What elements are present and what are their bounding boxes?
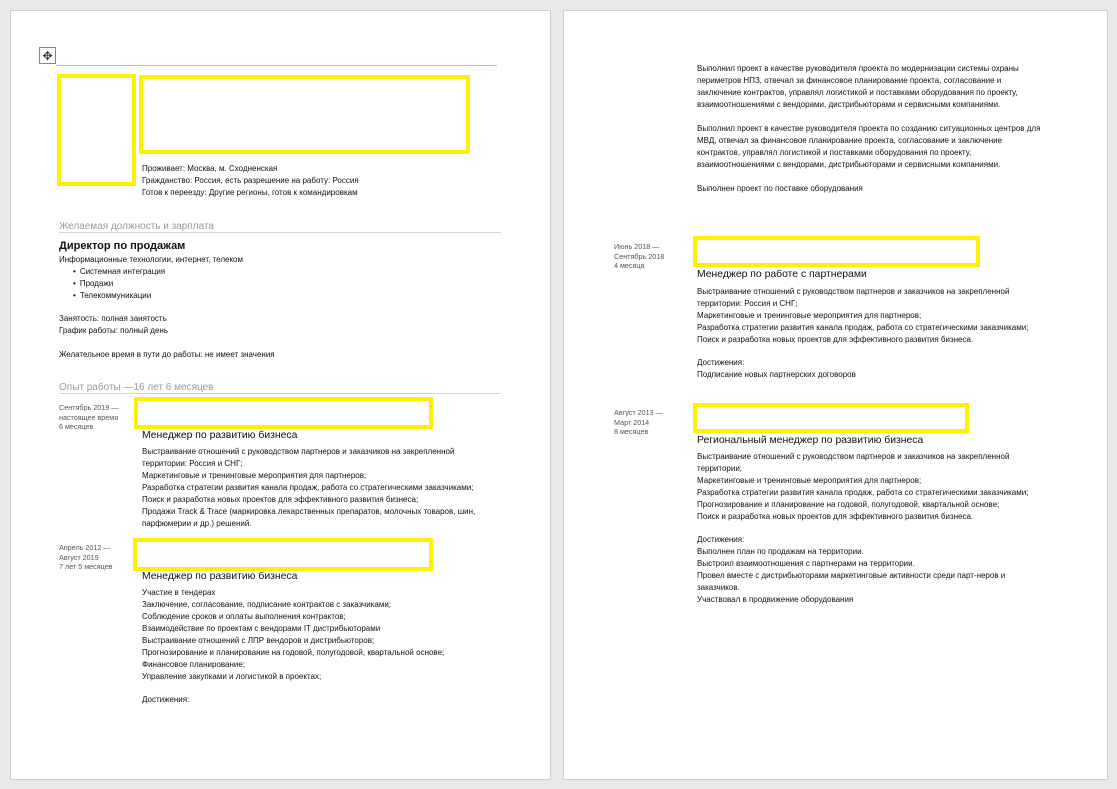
job1-line: Продажи Track & Trace (маркировка лекарственных препаратов, молочных товаров, шин, — [142, 507, 476, 516]
personal-residence: Проживает: Москва, м. Сходненская — [142, 164, 278, 173]
project-line: Выполнил проект в качестве руководителя проекта по созданию ситуационных центров для — [697, 124, 1041, 133]
job4-title: Региональный менеджер по развитию бизнеса — [697, 435, 924, 446]
commute-time: Желательное время в пути до работы: не имеет значения — [59, 350, 275, 359]
job2-line: Финансовое планирование; — [142, 660, 246, 669]
job1-duration: 6 месяцев — [59, 422, 94, 431]
job2-dates — [59, 543, 113, 572]
job2-company-redaction — [133, 538, 433, 571]
job2-line: Прогнозирование и планирование на годовой, полугодовой, квартальной основе; — [142, 648, 445, 657]
project-line: периметров НПЗ, отвечал за финансовое планирование проекта, согласование и — [697, 76, 1002, 85]
work-schedule: График работы: полный день — [59, 326, 169, 335]
job1-line: Выстраивание отношений с руководством партнеров и заказчиков на закрепленной — [142, 447, 455, 456]
desired-position-title: Директор по продажам — [59, 240, 186, 252]
job2-duration: 7 лет 5 месяцев — [59, 562, 113, 571]
project-line: взаимоотношениями с вендорами, дистрибьюторами и сервисными компаниями. — [697, 160, 1001, 169]
job3-achievements — [697, 357, 856, 381]
specialization-item: • Телекоммуникации — [73, 290, 165, 302]
job4-line: Поиск и разработка новых проектов для эффективного развития бизнеса. — [697, 512, 974, 521]
job4-line: территории; — [697, 464, 743, 473]
job4-achievement: Участвовал в продвижение оборудования — [697, 595, 854, 604]
job3-achievements-label: Достижения: — [697, 358, 745, 367]
job4-duration: 8 месяцев — [614, 427, 649, 436]
job4-date-end: Март 2014 — [614, 417, 650, 427]
project-paragraph-2 — [697, 123, 1040, 171]
job3-achievement: Подписание новых партнерских договоров — [697, 370, 856, 379]
personal-citizenship: Гражданство: Россия, есть разрешение на работу: Россия — [142, 176, 359, 185]
job3-description — [697, 286, 1028, 346]
job1-line: Маркетинговые и тренинговые мероприятия для партнеров; — [142, 471, 367, 480]
experience-section-rule — [59, 393, 501, 394]
employment-type: Занятость: полная занятость — [59, 314, 167, 323]
job4-line: Маркетинговые и тренинговые мероприятия для партнеров; — [697, 476, 922, 485]
job3-line: Разработка стратегии развития канала продаж, работа со стратегическими заказчиками; — [697, 323, 1029, 332]
job1-date-end: настоящее время — [59, 412, 119, 422]
job4-dates — [614, 408, 663, 437]
job3-line: Выстраивание отношений с руководством партнеров и заказчиков на закрепленной — [697, 287, 1010, 296]
job1-description — [142, 446, 475, 530]
job2-line: Взаимодействие по проектам с вендорами IT дистрибьюторами — [142, 624, 381, 633]
project-line: МВД, отвечал за финансовое планирование проекта, согласование и заключение — [697, 136, 1003, 145]
job1-title: Менеджер по развитию бизнеса — [142, 430, 298, 441]
header-rule — [56, 65, 497, 66]
job1-line: Разработка стратегии развития канала продаж, работа со стратегическими заказчиками; — [142, 483, 474, 492]
job4-achievements-label: Достижения: — [697, 535, 745, 544]
job3-line: Маркетинговые и тренинговые мероприятия для партнеров; — [697, 311, 922, 320]
desired-section-heading: Желаемая должность и зарплата — [59, 221, 214, 232]
job4-line: Разработка стратегии развития канала продаж, работа со стратегическими заказчиками; — [697, 488, 1029, 497]
job4-achievement: заказчиков. — [697, 583, 740, 592]
job3-date-end: Сентябрь 2018 — [614, 251, 665, 261]
project-line: заключение контрактов, управлял логистикой и поставками оборудования по проекту, — [697, 88, 1018, 97]
job3-title: Менеджер по работе с партнерами — [697, 269, 867, 280]
project-line: взаимоотношениями с вендорами, дистрибьюторами и сервисными компаниями. — [697, 100, 1001, 109]
job4-achievement: Провел вместе с дистрибьюторами маркетинговые активности среди парт-неров и — [697, 571, 1006, 580]
job2-date-end: Август 2019 — [59, 552, 99, 562]
job4-achievement: Выполнен план по продажам на территории. — [697, 547, 864, 556]
job2-line: Управление закупками и логистикой в проектах; — [142, 672, 322, 681]
specialization-item: • Продажи — [73, 278, 165, 290]
job4-achievement: Выстроил взаимоотношения с партнерами на территории. — [697, 559, 915, 568]
project-paragraph-3: Выполнен проект по поставке оборудования — [697, 184, 863, 193]
job2-date-start: Апрель 2012 — — [59, 543, 111, 552]
job1-date-start: Сентябрь 2019 — — [59, 403, 119, 412]
job3-line: Поиск и разработка новых проектов для эффективного развития бизнеса. — [697, 335, 974, 344]
job2-description — [142, 587, 444, 683]
personal-info — [142, 163, 359, 199]
job2-achievements-label: Достижения: — [142, 695, 190, 704]
job2-line: Выстраивание отношений с ЛПР вендоров и дистрибьюторов; — [142, 636, 375, 645]
job1-company-redaction — [134, 397, 433, 429]
job4-line: Прогнозирование и планирование на годовой, полугодовой, квартальной основе; — [697, 500, 1000, 509]
job3-company-redaction — [693, 236, 980, 267]
photo-redaction — [57, 74, 136, 186]
job3-dates — [614, 242, 664, 271]
job3-duration: 4 месяца — [614, 261, 645, 270]
specialization-item: • Системная интеграция — [73, 266, 165, 278]
job1-dates — [59, 403, 118, 432]
resume-page-1 — [10, 10, 551, 780]
resume-page-2 — [563, 10, 1108, 780]
job4-achievements — [697, 534, 1005, 606]
job2-line: Соблюдение сроков и оплаты выполнения контрактов; — [142, 612, 346, 621]
job4-company-redaction — [693, 403, 969, 433]
job3-date-start: Июнь 2018 — — [614, 242, 660, 251]
move-handle-icon[interactable]: ✥ — [39, 47, 56, 64]
specialization-list — [73, 266, 165, 302]
job1-line: территории: Россия и СНГ; — [142, 459, 243, 468]
job1-line: Поиск и разработка новых проектов для эффективного развития бизнеса; — [142, 495, 419, 504]
project-line: Выполнил проект в качестве руководителя проекта по модернизации системы охраны — [697, 64, 1019, 73]
project-line: контрактов, управлял логистикой и поставками оборудования по проекту, — [697, 148, 972, 157]
project-paragraph-1 — [697, 63, 1019, 111]
name-redaction — [139, 75, 470, 154]
job3-line: территории: Россия и СНГ; — [697, 299, 798, 308]
job4-date-start: Август 2013 — — [614, 408, 663, 417]
job4-line: Выстраивание отношений с руководством партнеров и заказчиков на закрепленной — [697, 452, 1010, 461]
industry: Информационные технологии, интернет, телеком — [59, 255, 243, 264]
job2-title: Менеджер по развитию бизнеса — [142, 571, 298, 582]
job4-description — [697, 451, 1028, 523]
job2-line: Участие в тендерах — [142, 588, 216, 597]
desired-section-rule — [59, 232, 501, 233]
job1-line: парфюмерии и др.) решений. — [142, 519, 252, 528]
personal-relocation: Готов к переезду: Другие регионы, готов к командировкам — [142, 188, 358, 197]
job2-line: Заключение, согласование, подписание контрактов с заказчиками; — [142, 600, 392, 609]
experience-section-heading: Опыт работы —16 лет 6 месяцев — [59, 382, 214, 393]
